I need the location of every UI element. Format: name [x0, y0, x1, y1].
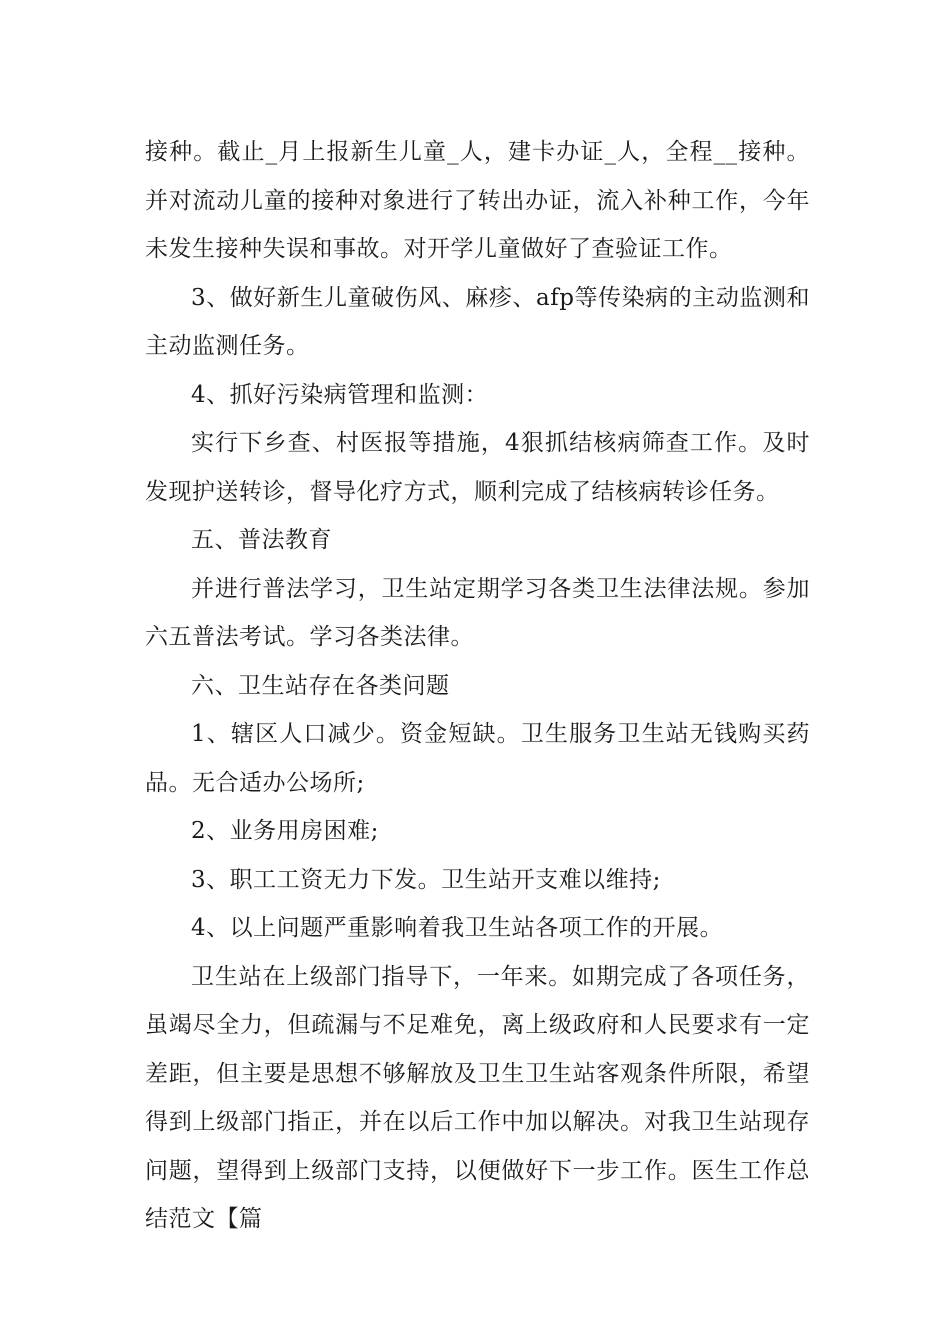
section-heading-problems: 六、卫生站存在各类问题	[191, 672, 450, 699]
document-body	[145, 128, 810, 1244]
paragraph-pollution-disease-heading: 4、抓好污染病管理和监测：	[191, 381, 489, 408]
problem-item-2: 2、业务用房困难;	[191, 818, 379, 844]
paragraph-vaccination-summary: 接种。截止_月上报新生儿童_人，建卡办证_人，全程__接种。并对流动儿童的接种对象进行了转出办证，流入补种工作，今年未发生接种失误和事故。对开学儿童做好了查验证工作。	[145, 139, 810, 262]
problem-item-3: 3、职工工资无力下发。卫生站开支难以维持;	[191, 866, 661, 893]
paragraph-disease-monitoring: 3、做好新生儿童破伤风、麻疹、afp等传染病的主动监测和主动监测任务。	[145, 284, 810, 359]
paragraph-tuberculosis-screening: 实行下乡查、村医报等措施，4狠抓结核病筛查工作。及时发现护送转诊，督导化疗方式，顺利完成了结核病转诊任务。	[145, 430, 810, 505]
paragraph-conclusion: 卫生站在上级部门指导下，一年来。如期完成了各项任务，虽竭尽全力，但疏漏与不足难免，离上级政府和人民要求有一定差距，但主要是思想不够解放及卫生卫生站客观条件所限，希望得到上级部门指正，并在以后工作中加以解决。对我卫生站现存问题，望得到上级部门支持，以便做好下一步工作。医生工作总结范文【篇	[145, 963, 810, 1232]
paragraph-legal-study: 并进行普法学习，卫生站定期学习各类卫生法律法规。参加六五普法考试。学习各类法律。	[145, 575, 810, 650]
section-heading-legal-education: 五、普法教育	[191, 527, 332, 553]
problem-item-1: 1、辖区人口减少。资金短缺。卫生服务卫生站无钱购买药品。无合适办公场所;	[145, 721, 810, 796]
problem-item-4: 4、以上问题严重影响着我卫生站各项工作的开展。	[191, 915, 724, 941]
